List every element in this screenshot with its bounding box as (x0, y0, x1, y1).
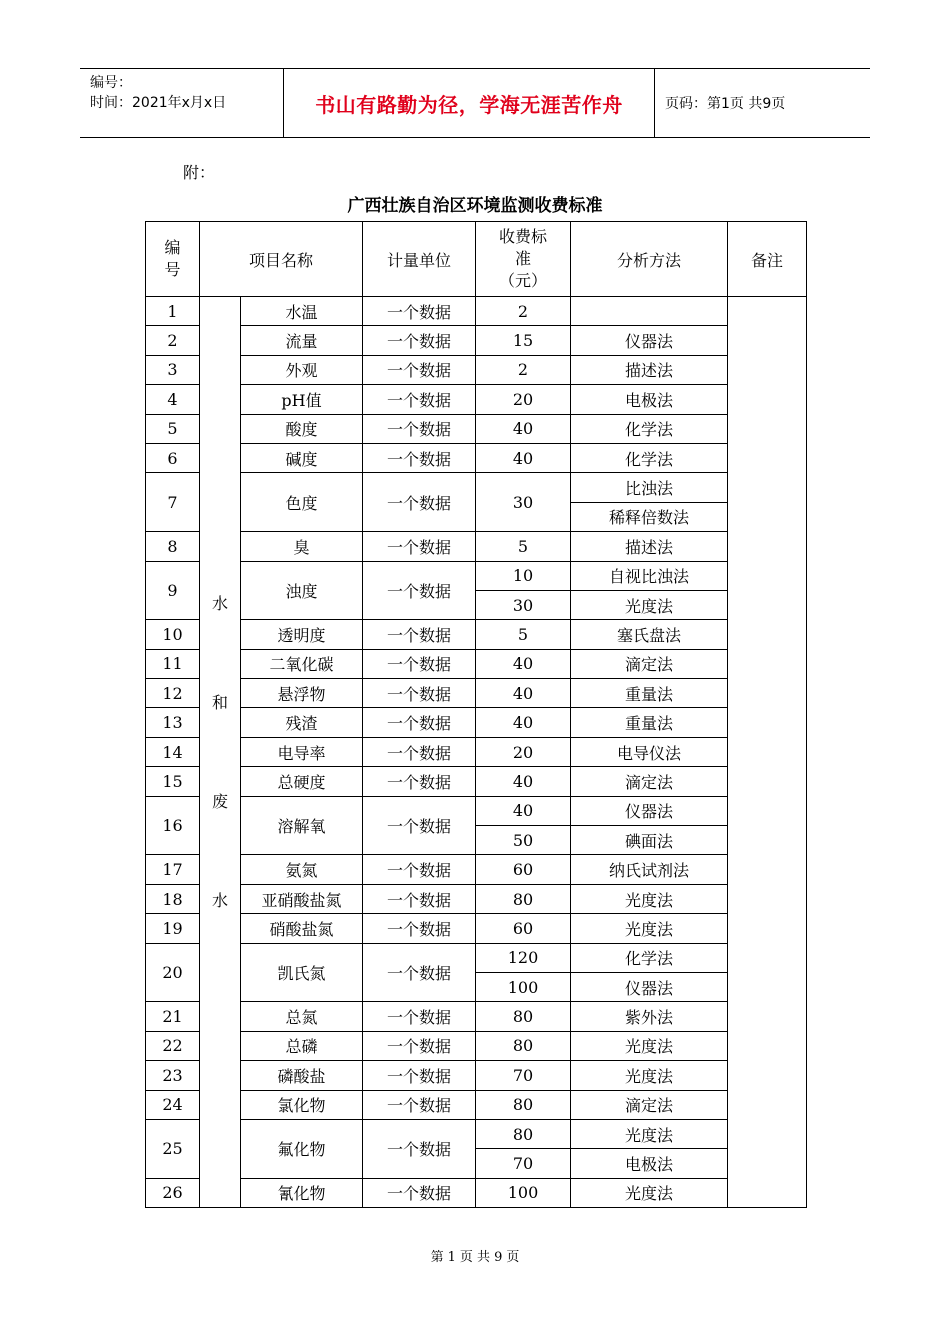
footer-page: 1 (447, 1250, 456, 1265)
fee-value: 20 (476, 737, 571, 766)
row-number: 26 (146, 1178, 200, 1207)
table-row (146, 620, 807, 649)
unit: 一个数据 (363, 385, 476, 414)
unit: 一个数据 (363, 297, 476, 326)
row-number: 12 (146, 679, 200, 708)
fee-value: 40 (476, 443, 571, 472)
analysis-method: 电极法 (571, 385, 728, 414)
item-name: 总硬度 (241, 767, 363, 796)
footer-total: 9 (494, 1250, 503, 1265)
category-char: 废 (211, 792, 228, 812)
fee-value: 40 (476, 796, 571, 825)
note-cell (728, 297, 807, 1208)
table-row (146, 855, 807, 884)
fee-value: 120 (476, 943, 571, 972)
fee-value: 30 (476, 590, 571, 619)
header-fee (476, 222, 571, 297)
unit: 一个数据 (363, 1061, 476, 1090)
unit: 一个数据 (363, 1002, 476, 1031)
fee-value: 40 (476, 767, 571, 796)
analysis-method: 化学法 (571, 414, 728, 443)
item-name: 总氮 (241, 1002, 363, 1031)
row-number: 15 (146, 767, 200, 796)
table-row (146, 914, 807, 943)
table-row (146, 796, 807, 825)
fee-value: 30 (476, 473, 571, 532)
fee-value: 10 (476, 561, 571, 590)
page-footer (0, 1246, 950, 1265)
fee-value: 40 (476, 708, 571, 737)
row-number: 2 (146, 326, 200, 355)
row-number: 21 (146, 1002, 200, 1031)
analysis-method: 光度法 (571, 590, 728, 619)
table-row (146, 1090, 807, 1119)
analysis-method: 化学法 (571, 443, 728, 472)
row-number: 1 (146, 297, 200, 326)
analysis-method: 纳氏试剂法 (571, 855, 728, 884)
header-note: 备注 (728, 222, 807, 297)
appendix-label: 附： (183, 163, 216, 182)
analysis-method: 描述法 (571, 532, 728, 561)
item-name: 总磷 (241, 1031, 363, 1060)
row-number: 3 (146, 355, 200, 384)
analysis-method: 仪器法 (571, 326, 728, 355)
fee-value: 40 (476, 649, 571, 678)
item-name: 二氧化碳 (241, 649, 363, 678)
item-name: 凯氏氮 (241, 943, 363, 1002)
fee-value: 60 (476, 914, 571, 943)
row-number: 14 (146, 737, 200, 766)
fee-value: 50 (476, 826, 571, 855)
item-name: 氟化物 (241, 1119, 363, 1178)
row-number: 8 (146, 532, 200, 561)
category-char: 和 (211, 693, 228, 713)
row-number: 9 (146, 561, 200, 620)
unit: 一个数据 (363, 443, 476, 472)
item-name: 浊度 (241, 561, 363, 620)
analysis-method: 光度法 (571, 1178, 728, 1207)
fee-value: 80 (476, 1002, 571, 1031)
fee-value: 2 (476, 297, 571, 326)
table-row (146, 767, 807, 796)
analysis-method: 光度法 (571, 1119, 728, 1148)
fee-value: 60 (476, 855, 571, 884)
item-name: 色度 (241, 473, 363, 532)
unit: 一个数据 (363, 620, 476, 649)
analysis-method: 电导仪法 (571, 737, 728, 766)
table-row (146, 473, 807, 502)
row-number: 22 (146, 1031, 200, 1060)
item-name: 氨氮 (241, 855, 363, 884)
analysis-method: 仪器法 (571, 972, 728, 1001)
fee-value: 80 (476, 1031, 571, 1060)
analysis-method: 滴定法 (571, 767, 728, 796)
fee-value: 15 (476, 326, 571, 355)
analysis-method: 光度法 (571, 1031, 728, 1060)
header-method: 分析方法 (571, 222, 728, 297)
analysis-method: 紫外法 (571, 1002, 728, 1031)
table-row (146, 708, 807, 737)
analysis-method: 滴定法 (571, 649, 728, 678)
row-number: 19 (146, 914, 200, 943)
header-meta (80, 69, 283, 137)
header-page-info: 页码：第1页 共9页 (665, 96, 786, 112)
item-name: 溶解氧 (241, 796, 363, 855)
item-name: 悬浮物 (241, 679, 363, 708)
row-number: 11 (146, 649, 200, 678)
unit: 一个数据 (363, 708, 476, 737)
row-number: 17 (146, 855, 200, 884)
row-number: 16 (146, 796, 200, 855)
item-name: 硝酸盐氮 (241, 914, 363, 943)
fee-value: 2 (476, 355, 571, 384)
fee-value: 20 (476, 385, 571, 414)
item-name: 氯化物 (241, 1090, 363, 1119)
unit: 一个数据 (363, 737, 476, 766)
row-number: 18 (146, 884, 200, 913)
row-number: 6 (146, 443, 200, 472)
fee-value: 80 (476, 1119, 571, 1148)
unit: 一个数据 (363, 943, 476, 1002)
header-number (146, 222, 200, 297)
table-row (146, 1061, 807, 1090)
table-row (146, 385, 807, 414)
item-name: 臭 (241, 532, 363, 561)
unit: 一个数据 (363, 414, 476, 443)
row-number: 5 (146, 414, 200, 443)
table-row (146, 414, 807, 443)
item-name: 水温 (241, 297, 363, 326)
header-fee-line2: 准 (515, 249, 532, 268)
unit: 一个数据 (363, 326, 476, 355)
fee-table (145, 221, 807, 1208)
analysis-method: 重量法 (571, 679, 728, 708)
header-item: 项目名称 (200, 222, 363, 297)
page-header (80, 68, 870, 138)
analysis-method: 自视比浊法 (571, 561, 728, 590)
category-cell (200, 297, 241, 1208)
unit: 一个数据 (363, 1178, 476, 1207)
header-motto: 书山有路勤为径，学海无涯苦作舟 (283, 69, 655, 137)
table-header-row (146, 222, 807, 297)
item-name: 外观 (241, 355, 363, 384)
item-name: 透明度 (241, 620, 363, 649)
fee-value: 80 (476, 1090, 571, 1119)
analysis-method: 光度法 (571, 1061, 728, 1090)
table-row (146, 355, 807, 384)
unit: 一个数据 (363, 796, 476, 855)
fee-value: 70 (476, 1149, 571, 1178)
table-body (146, 297, 807, 1208)
unit: 一个数据 (363, 1090, 476, 1119)
item-name: pH值 (241, 385, 363, 414)
unit: 一个数据 (363, 767, 476, 796)
unit: 一个数据 (363, 649, 476, 678)
header-unit: 计量单位 (363, 222, 476, 297)
analysis-method: 描述法 (571, 355, 728, 384)
row-number: 25 (146, 1119, 200, 1178)
row-number: 23 (146, 1061, 200, 1090)
header-number-bottom: 号 (164, 260, 181, 279)
table-row (146, 943, 807, 972)
fee-value: 80 (476, 884, 571, 913)
analysis-method: 稀释倍数法 (571, 502, 728, 531)
analysis-method: 塞氏盘法 (571, 620, 728, 649)
header-number-label: 编号： (90, 75, 132, 91)
item-name: 电导率 (241, 737, 363, 766)
fee-value: 70 (476, 1061, 571, 1090)
footer-mid: 页 共 (459, 1250, 491, 1265)
analysis-method (571, 297, 728, 326)
analysis-method: 光度法 (571, 914, 728, 943)
row-number: 10 (146, 620, 200, 649)
unit: 一个数据 (363, 473, 476, 532)
item-name: 碱度 (241, 443, 363, 472)
table-row (146, 1178, 807, 1207)
item-name: 流量 (241, 326, 363, 355)
unit: 一个数据 (363, 561, 476, 620)
table-row (146, 737, 807, 766)
unit: 一个数据 (363, 914, 476, 943)
analysis-method: 比浊法 (571, 473, 728, 502)
analysis-method: 仪器法 (571, 796, 728, 825)
table-row (146, 443, 807, 472)
item-name: 亚硝酸盐氮 (241, 884, 363, 913)
table-row (146, 532, 807, 561)
fee-value: 40 (476, 679, 571, 708)
analysis-method: 化学法 (571, 943, 728, 972)
table-row (146, 297, 807, 326)
table-row (146, 561, 807, 590)
table-row (146, 326, 807, 355)
table-row (146, 1031, 807, 1060)
fee-value: 5 (476, 532, 571, 561)
row-number: 7 (146, 473, 200, 532)
row-number: 24 (146, 1090, 200, 1119)
analysis-method: 电极法 (571, 1149, 728, 1178)
unit: 一个数据 (363, 679, 476, 708)
table-row (146, 1002, 807, 1031)
row-number: 4 (146, 385, 200, 414)
fee-value: 100 (476, 1178, 571, 1207)
table-row (146, 649, 807, 678)
table-row (146, 884, 807, 913)
category-char: 水 (211, 594, 228, 614)
table-row (146, 1119, 807, 1148)
header-number-top: 编 (164, 238, 181, 257)
header-fee-line1: 收费标 (499, 227, 548, 246)
analysis-method: 滴定法 (571, 1090, 728, 1119)
unit: 一个数据 (363, 1031, 476, 1060)
fee-value: 40 (476, 414, 571, 443)
item-name: 磷酸盐 (241, 1061, 363, 1090)
row-number: 20 (146, 943, 200, 1002)
unit: 一个数据 (363, 355, 476, 384)
item-name: 酸度 (241, 414, 363, 443)
unit: 一个数据 (363, 1119, 476, 1178)
table-row (146, 679, 807, 708)
analysis-method: 重量法 (571, 708, 728, 737)
analysis-method: 碘面法 (571, 826, 728, 855)
category-char: 水 (211, 891, 228, 911)
footer-prefix: 第 (430, 1250, 444, 1265)
unit: 一个数据 (363, 855, 476, 884)
row-number: 13 (146, 708, 200, 737)
fee-value: 5 (476, 620, 571, 649)
unit: 一个数据 (363, 884, 476, 913)
item-name: 氰化物 (241, 1178, 363, 1207)
document-title: 广西壮族自治区环境监测收费标准 (347, 196, 603, 216)
item-name: 残渣 (241, 708, 363, 737)
fee-value: 100 (476, 972, 571, 1001)
header-fee-line3: （元） (499, 271, 548, 290)
header-time-label: 时间：2021年x月x日 (90, 95, 227, 111)
unit: 一个数据 (363, 532, 476, 561)
analysis-method: 光度法 (571, 884, 728, 913)
footer-suffix: 页 (506, 1250, 520, 1265)
